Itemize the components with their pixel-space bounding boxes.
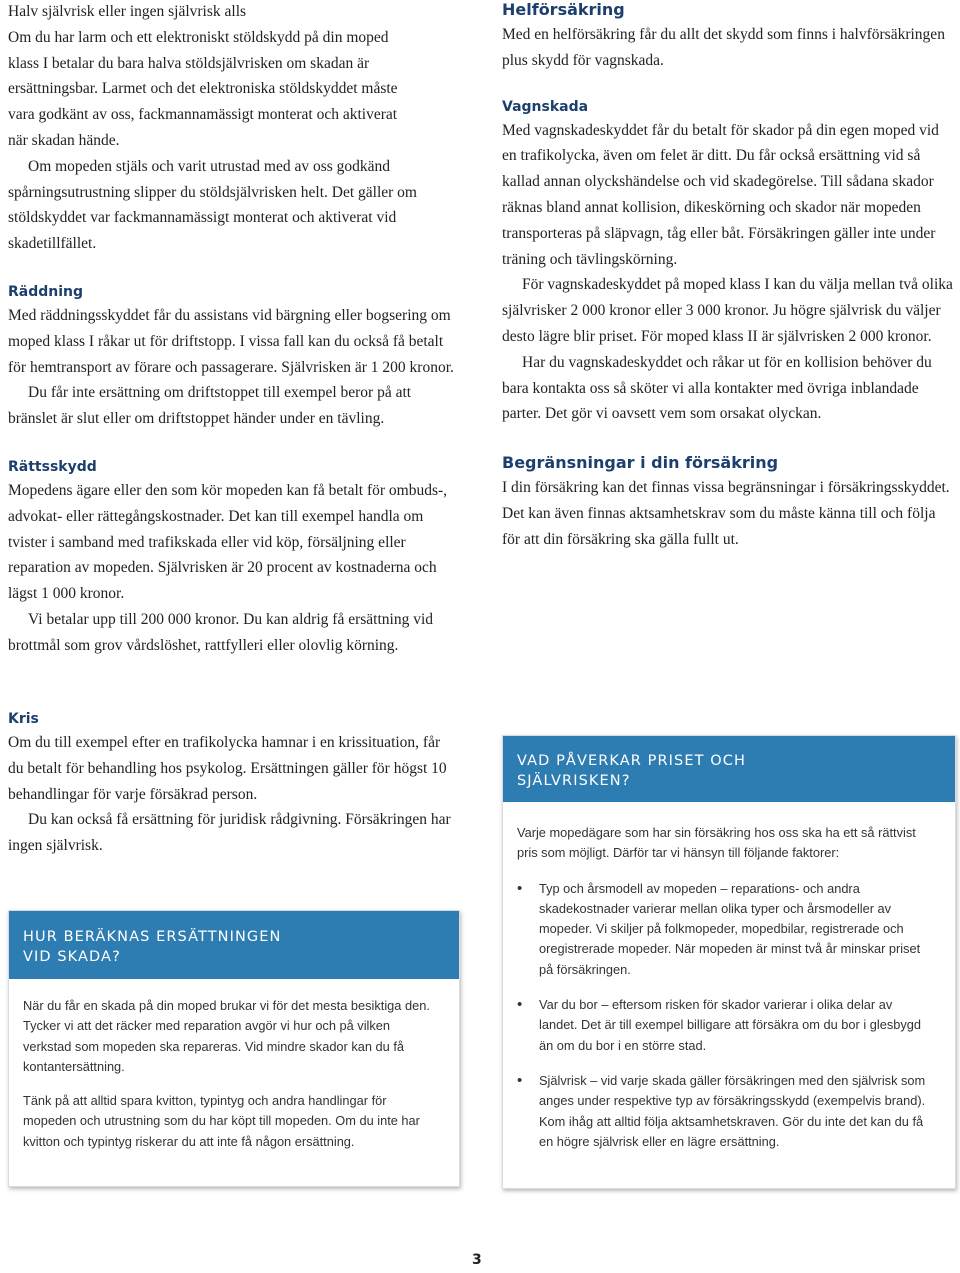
compensation-box-paragraph: Tänk på att alltid spara kvitton, typintyg och andra handlingar för mopeden och utrustning som du har köpt till mopeden. Om du inte har kvitton och typintyg riskerar du att inte få någon ersättning.: [23, 1093, 420, 1149]
compensation-info-box: [8, 910, 460, 1187]
full-insurance-paragraph: Med en helförsäkring får du allt det skydd som finns i halvförsäkringen plus skydd för vagnskada.: [502, 26, 945, 69]
vehicle-damage-heading: Vagnskada: [502, 98, 589, 115]
legal-section: [8, 456, 462, 659]
right-column: [502, 0, 954, 553]
left-column: [8, 0, 462, 659]
page-number: 3: [472, 1252, 482, 1268]
crisis-legal-advice-paragraph: Du kan också få ersättning för juridisk rådgivning. Försäkringen har ingen självrisk.: [8, 811, 451, 855]
price-factor-item: • Typ och årsmodell av mopeden – reparations- och andra skadekostnader varierar mellan olika typer och årsmodeller av mopeder. Vi skiljer på folkmopeder, mopedbilar, registrerade och oregistrerade mopeder. När mopeden är minst två år minskar priset på försäkringen.: [517, 879, 933, 980]
theft-text-line: när skadan hände.: [8, 131, 120, 149]
crisis-paragraph: Om du till exempel efter en trafikolycka hamnar i en krissituation, får du betalt för behandling hos psykolog. Ersättningen gäller för högst 10 behandlingar för varje försäkrad person.: [8, 734, 447, 803]
price-factors-box: [502, 735, 956, 1189]
price-box-body: [503, 802, 955, 1152]
price-box-intro: Varje mopedägare som har sin försäkring hos oss ska ha ett så rättvist pris som möjligt. Därför tar vi hänsyn till följande faktorer:: [517, 825, 916, 861]
compensation-box-header: [9, 911, 459, 979]
legal-heading: Rättsskydd: [8, 458, 97, 475]
compensation-box-paragraph: När du får en skada på din moped brukar vi för det mesta besiktiga den. Tycker vi att det räcker med reparation avgör vi hur och på vilken verkstad som mopeden ska repareras. Vid mindre skador kan du få kontantersättning.: [23, 998, 430, 1074]
rescue-section: [8, 281, 462, 432]
vehicle-damage-section: [502, 96, 954, 428]
price-factor-list: [517, 879, 933, 1153]
theft-heading: Halv självrisk eller ingen självrisk alls: [8, 3, 247, 20]
compensation-box-body: [9, 979, 459, 1152]
theft-text-line: klass I betalar du bara halva stöldsjälvrisken om skadan är: [8, 54, 370, 72]
full-insurance-heading: Helförsäkring: [502, 0, 625, 19]
theft-tracking-paragraph: Om mopeden stjäls och varit utrustad med av oss godkänd spårningsutrustning slipper du stöldsjälvrisken helt. Det gäller om stöldskyddet var fackmannamässigt monterat och aktiverat vid skadetillfället.: [8, 157, 417, 253]
collision-paragraph: Har du vagnskadeskyddet och råkar ut för en kollision behöver du bara kontakta oss så sköter vi alla kontakter med övriga inblandade parter. Det gör vi oavsett vem som orsakat olyckan.: [502, 353, 932, 423]
price-box-title: VAD PÅVERKAR PRISET OCH: [517, 753, 747, 769]
vehicle-damage-paragraph: Med vagnskadeskyddet får du betalt för skador på din egen moped vid en trafikolycka, även om felet är ditt. Du får också ersättning vid så kallad annan olyckshändelse och vid skadegörelse. Till sådana skador räknas bland annat kollision, dikeskörning och skador när mopeden transporteras på släpvagn, tåg eller båt. Försäkringen gäller inte under träning och tävlingskörning.: [502, 121, 939, 268]
theft-text-line: ersättningsbar. Larmet och det elektroniska stöldskyddet måste: [8, 80, 398, 98]
compensation-box-title: VID SKADA?: [23, 949, 121, 965]
full-insurance-section: [502, 0, 954, 74]
theft-text-line: Om du har larm och ett elektroniskt stöldskydd på din moped: [8, 28, 389, 46]
rescue-heading: Räddning: [8, 283, 84, 300]
limitations-heading: Begränsningar i din försäkring: [502, 453, 779, 473]
price-factor-item: • Självrisk – vid varje skada gäller försäkringen med den självrisk som anges under respektive typ av försäkringsskydd (exempelvis brand). Kom ihåg att alltid följa aktsamhetskraven. Gör du inte det kan du få en högre självrisk eller en lägre ersättning.: [517, 1071, 933, 1152]
crisis-heading: Kris: [8, 711, 39, 727]
price-box-title: SJÄLVRISKEN?: [517, 773, 631, 789]
price-box-header: [503, 736, 955, 802]
limitations-section: [502, 451, 954, 552]
legal-paragraph: Mopedens ägare eller den som kör mopeden kan få betalt för ombuds-, advokat- eller rättegångskostnader. Det kan till exempel handla om tvister i samband med trafikskada eller vid köp, försäljning eller reparation av mopeden. Självrisken är 20 procent av kostnaderna och lägst 1 000 kronor.: [8, 481, 448, 603]
rescue-paragraph: Med räddningsskyddet får du assistans vid bärgning eller bogsering om moped klass I råkar ut för driftstopp. I vissa fall kan du också få betalt för hemtransport av förare och passagerare. Självrisken är 1 200 kronor.: [8, 306, 454, 376]
deductible-paragraph: För vagnskadeskyddet på moped klass I kan du välja mellan två olika självrisker 2 000 kronor eller 3 000 kronor. Ju högre självrisk du väljer desto lägre blir priset. För moped klass II är självrisken 2 000 kronor.: [502, 276, 953, 345]
crisis-section: [8, 708, 458, 859]
legal-limit-paragraph: Vi betalar upp till 200 000 kronor. Du kan aldrig få ersättning vid brottmål som grov vårdslöshet, rattfylleri eller olovlig körning.: [8, 610, 433, 654]
theft-text-line: vara godkänt av oss, fackmannamässigt monterat och aktiverat: [8, 106, 398, 124]
theft-section: [8, 0, 462, 257]
price-factor-item: • Var du bor – eftersom risken för skador varierar i olika delar av landet. Det är till exempel billigare att försäkra om du bor i glesbygd än om du bor i en större stad.: [517, 995, 933, 1056]
limitations-paragraph: I din försäkring kan det finnas vissa begränsningar i försäkringsskyddet. Det kan även finnas aktsamhetskrav som du måste känna till och följa för att din försäkring ska gälla fullt ut.: [502, 479, 950, 548]
rescue-exclusion-paragraph: Du får inte ersättning om driftstoppet till exempel beror på att bränslet är slut eller om driftstoppet händer under en tävling.: [8, 384, 412, 428]
compensation-box-title: HUR BERÄKNAS ERSÄTTNINGEN: [23, 929, 282, 945]
